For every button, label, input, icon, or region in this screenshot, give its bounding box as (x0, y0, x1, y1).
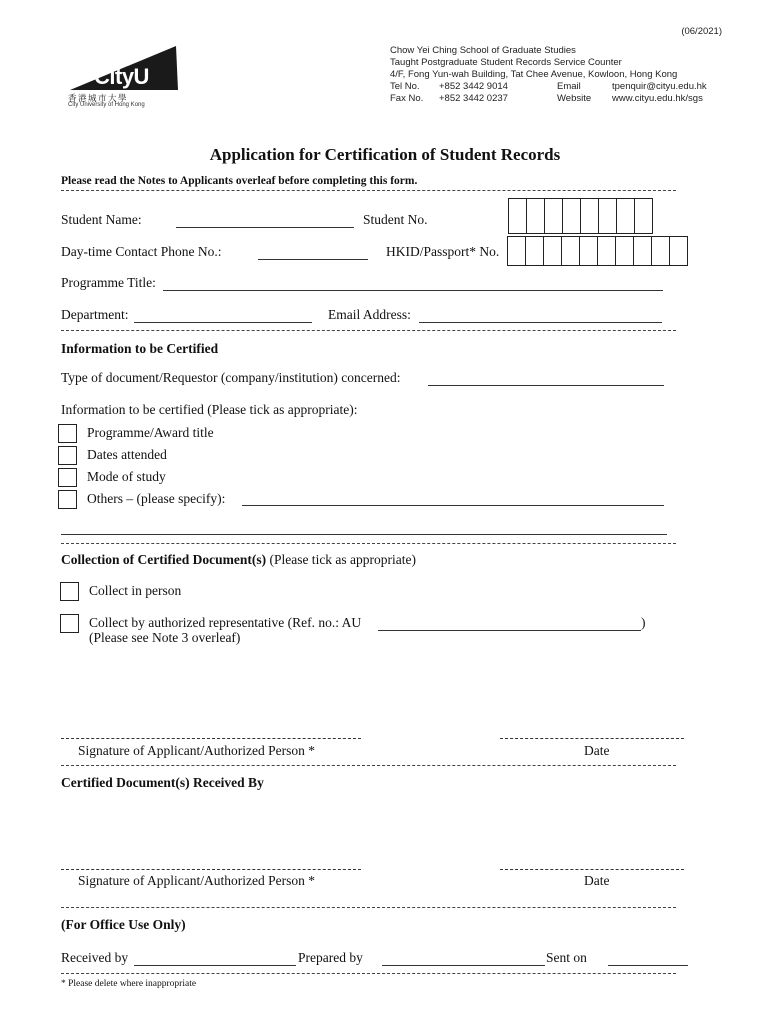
email-address-label: Email Address: (328, 307, 411, 322)
document-type-label: Type of document/Requestor (company/institution) concerned: (61, 370, 401, 385)
office-school: Chow Yei Ching School of Graduate Studies (390, 45, 576, 56)
collect-representative-label: Collect by authorized representative (Ref. no.: AU (89, 615, 362, 630)
received-heading: Certified Document(s) Received By (61, 775, 264, 790)
info-heading: Information to be Certified (61, 341, 219, 356)
date-label: Date (584, 743, 610, 758)
representative-close-paren: ) (641, 615, 646, 630)
receiver-date-field[interactable] (500, 869, 684, 870)
student-no-boxes[interactable] (508, 198, 653, 234)
checkbox-others[interactable] (58, 490, 77, 509)
student-name-label: Student Name: (61, 212, 142, 227)
student-no-label: Student No. (363, 212, 428, 227)
office-counter: Taught Postgraduate Student Records Service Counter (390, 57, 622, 68)
form-version: (06/2021) (681, 26, 722, 37)
fax-label: Fax No. (390, 93, 424, 104)
office-use-heading: (For Office Use Only) (61, 917, 186, 932)
sent-on-field[interactable] (608, 965, 688, 966)
prepared-by-field[interactable] (382, 965, 545, 966)
date-field[interactable] (500, 738, 684, 739)
receiver-date-label: Date (584, 873, 610, 888)
page-title: Application for Certification of Student Records (209, 145, 561, 164)
department-field[interactable] (134, 322, 312, 323)
logo-wordmark: CityU (94, 64, 149, 89)
logo-chinese-name: 香港城市大學 (68, 93, 129, 103)
others-field[interactable] (242, 505, 664, 506)
signature-label: Signature of Applicant/Authorized Person * (78, 743, 315, 758)
office-address: 4/F, Fong Yun-wah Building, Tat Chee Avenue, Kowloon, Hong Kong (390, 69, 678, 80)
collection-heading (61, 552, 416, 568)
programme-label: Programme Title: (61, 275, 156, 290)
email-label: Email (557, 81, 581, 92)
instruction-text: Please read the Notes to Applicants overleaf before completing this form. (61, 175, 418, 187)
option-mode-of-study: Mode of study (87, 469, 166, 484)
department-label: Department: (61, 307, 129, 322)
receiver-signature-label: Signature of Applicant/Authorized Person * (78, 873, 315, 888)
hkid-label: HKID/Passport* No. (386, 244, 500, 259)
divider (61, 907, 676, 908)
option-dates-attended: Dates attended (87, 447, 167, 462)
checkbox-collect-in-person[interactable] (60, 582, 79, 601)
divider (61, 190, 676, 191)
fax-number: +852 3442 0237 (439, 93, 508, 104)
divider (61, 973, 676, 974)
phone-field[interactable] (258, 259, 368, 260)
checkbox-programme-award[interactable] (58, 424, 77, 443)
option-others: Others – (please specify): (87, 491, 226, 506)
collect-in-person-label: Collect in person (89, 583, 182, 598)
divider (61, 765, 676, 766)
hkid-boxes[interactable] (507, 236, 688, 266)
phone-label: Day-time Contact Phone No.: (61, 244, 222, 259)
collection-heading-title: Collection of Certified Document(s) (61, 552, 267, 567)
website-label: Website (557, 93, 592, 104)
email-link[interactable]: tpenquir@cityu.edu.hk (612, 81, 707, 92)
checkbox-dates-attended[interactable] (58, 446, 77, 465)
tel-number: +852 3442 9014 (439, 81, 508, 92)
checkbox-collect-representative[interactable] (60, 614, 79, 633)
footnote: * Please delete where inappropriate (61, 979, 197, 989)
document-type-field[interactable] (428, 385, 664, 386)
collection-heading-note: (Please tick as appropriate) (266, 552, 417, 567)
prepared-by-label: Prepared by (298, 950, 363, 965)
logo-english-name: City University of Hong Kong (68, 102, 145, 108)
representative-note: (Please see Note 3 overleaf) (89, 630, 241, 645)
tick-prompt: Information to be certified (Please tick as appropriate): (61, 402, 358, 417)
checkbox-mode-of-study[interactable] (58, 468, 77, 487)
others-continuation-field[interactable] (61, 534, 667, 535)
divider (61, 543, 676, 544)
divider (61, 330, 676, 331)
signature-field[interactable] (61, 738, 361, 739)
student-name-field[interactable] (176, 227, 354, 228)
cityu-logo (68, 44, 180, 112)
website-link[interactable]: www.cityu.edu.hk/sgs (612, 93, 703, 104)
tel-label: Tel No. (390, 81, 420, 92)
received-by-label: Received by (61, 950, 129, 965)
representative-ref-field[interactable] (378, 630, 641, 631)
receiver-signature-field[interactable] (61, 869, 361, 870)
email-address-field[interactable] (419, 322, 662, 323)
programme-field[interactable] (163, 290, 663, 291)
sent-on-label: Sent on (546, 950, 587, 965)
option-programme-award: Programme/Award title (87, 425, 214, 440)
received-by-field[interactable] (134, 965, 296, 966)
